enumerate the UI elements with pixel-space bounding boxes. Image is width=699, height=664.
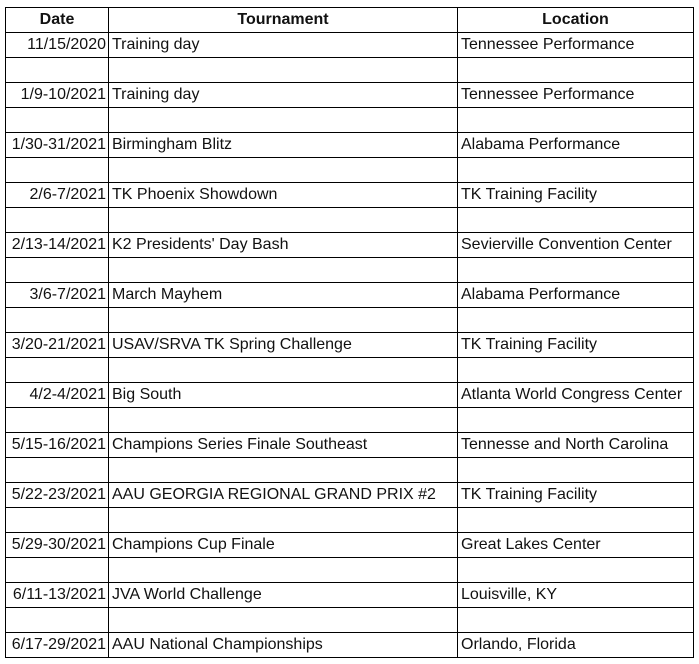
spacer-row: [6, 458, 694, 483]
tournament-cell: March Mayhem: [109, 283, 458, 308]
tournament-cell: AAU GEORGIA REGIONAL GRAND PRIX #2: [109, 483, 458, 508]
date-cell: 2/6-7/2021: [6, 183, 109, 208]
empty-cell: [109, 558, 458, 583]
spacer-row: [6, 608, 694, 633]
table-row: [6, 133, 694, 158]
header-date: Date: [6, 8, 109, 33]
empty-cell: [458, 158, 694, 183]
empty-cell: [6, 158, 109, 183]
schedule-body: [6, 33, 694, 658]
tournament-cell: JVA World Challenge: [109, 583, 458, 608]
empty-cell: [458, 108, 694, 133]
date-cell: 2/13-14/2021: [6, 233, 109, 258]
table-row: [6, 33, 694, 58]
tournament-cell: Champions Series Finale Southeast: [109, 433, 458, 458]
empty-cell: [109, 58, 458, 83]
empty-cell: [6, 408, 109, 433]
spacer-row: [6, 358, 694, 383]
tournament-cell: Champions Cup Finale: [109, 533, 458, 558]
table-row: [6, 333, 694, 358]
empty-cell: [458, 308, 694, 333]
empty-cell: [109, 408, 458, 433]
location-cell: TK Training Facility: [458, 483, 694, 508]
empty-cell: [458, 408, 694, 433]
spacer-row: [6, 58, 694, 83]
empty-cell: [458, 358, 694, 383]
date-cell: 6/11-13/2021: [6, 583, 109, 608]
tournament-cell: Training day: [109, 33, 458, 58]
tournament-cell: AAU National Championships: [109, 633, 458, 658]
location-cell: Great Lakes Center: [458, 533, 694, 558]
table-row: [6, 633, 694, 658]
spacer-row: [6, 158, 694, 183]
empty-cell: [6, 458, 109, 483]
table-row: [6, 383, 694, 408]
empty-cell: [6, 308, 109, 333]
empty-cell: [109, 258, 458, 283]
spacer-row: [6, 308, 694, 333]
table-row: [6, 83, 694, 108]
empty-cell: [6, 208, 109, 233]
empty-cell: [6, 508, 109, 533]
empty-cell: [458, 258, 694, 283]
empty-cell: [6, 358, 109, 383]
empty-cell: [458, 508, 694, 533]
empty-cell: [458, 208, 694, 233]
tournament-cell: Training day: [109, 83, 458, 108]
empty-cell: [6, 108, 109, 133]
tournament-cell: USAV/SRVA TK Spring Challenge: [109, 333, 458, 358]
table-row: [6, 183, 694, 208]
table-row: [6, 433, 694, 458]
empty-cell: [6, 58, 109, 83]
empty-cell: [6, 558, 109, 583]
empty-cell: [109, 158, 458, 183]
table-row: [6, 283, 694, 308]
date-cell: 5/22-23/2021: [6, 483, 109, 508]
table-row: [6, 483, 694, 508]
table-row: [6, 233, 694, 258]
date-cell: 5/15-16/2021: [6, 433, 109, 458]
empty-cell: [109, 358, 458, 383]
date-cell: 6/17-29/2021: [6, 633, 109, 658]
empty-cell: [458, 458, 694, 483]
empty-cell: [458, 558, 694, 583]
empty-cell: [109, 458, 458, 483]
location-cell: TK Training Facility: [458, 333, 694, 358]
spacer-row: [6, 508, 694, 533]
tournament-cell: K2 Presidents' Day Bash: [109, 233, 458, 258]
location-cell: Tennesse and North Carolina: [458, 433, 694, 458]
date-cell: 4/2-4/2021: [6, 383, 109, 408]
empty-cell: [109, 508, 458, 533]
schedule-container: [5, 7, 694, 658]
location-cell: Alabama Performance: [458, 133, 694, 158]
empty-cell: [109, 608, 458, 633]
header-location: Location: [458, 8, 694, 33]
spacer-row: [6, 558, 694, 583]
spacer-row: [6, 258, 694, 283]
date-cell: 1/30-31/2021: [6, 133, 109, 158]
empty-cell: [109, 108, 458, 133]
location-cell: Alabama Performance: [458, 283, 694, 308]
table-row: [6, 583, 694, 608]
empty-cell: [109, 208, 458, 233]
header-row: [6, 8, 694, 33]
date-cell: 3/20-21/2021: [6, 333, 109, 358]
header-tournament: Tournament: [109, 8, 458, 33]
table-row: [6, 533, 694, 558]
date-cell: 11/15/2020: [6, 33, 109, 58]
location-cell: Tennessee Performance: [458, 83, 694, 108]
empty-cell: [6, 258, 109, 283]
date-cell: 5/29-30/2021: [6, 533, 109, 558]
date-cell: 1/9-10/2021: [6, 83, 109, 108]
location-cell: TK Training Facility: [458, 183, 694, 208]
empty-cell: [109, 308, 458, 333]
tournament-cell: Big South: [109, 383, 458, 408]
empty-cell: [458, 58, 694, 83]
location-cell: Orlando, Florida: [458, 633, 694, 658]
location-cell: Tennessee Performance: [458, 33, 694, 58]
spacer-row: [6, 108, 694, 133]
tournament-schedule-table: [5, 7, 694, 658]
tournament-cell: TK Phoenix Showdown: [109, 183, 458, 208]
location-cell: Louisville, KY: [458, 583, 694, 608]
date-cell: 3/6-7/2021: [6, 283, 109, 308]
empty-cell: [458, 608, 694, 633]
location-cell: Atlanta World Congress Center: [458, 383, 694, 408]
spacer-row: [6, 208, 694, 233]
spacer-row: [6, 408, 694, 433]
location-cell: Sevierville Convention Center: [458, 233, 694, 258]
empty-cell: [6, 608, 109, 633]
tournament-cell: Birmingham Blitz: [109, 133, 458, 158]
